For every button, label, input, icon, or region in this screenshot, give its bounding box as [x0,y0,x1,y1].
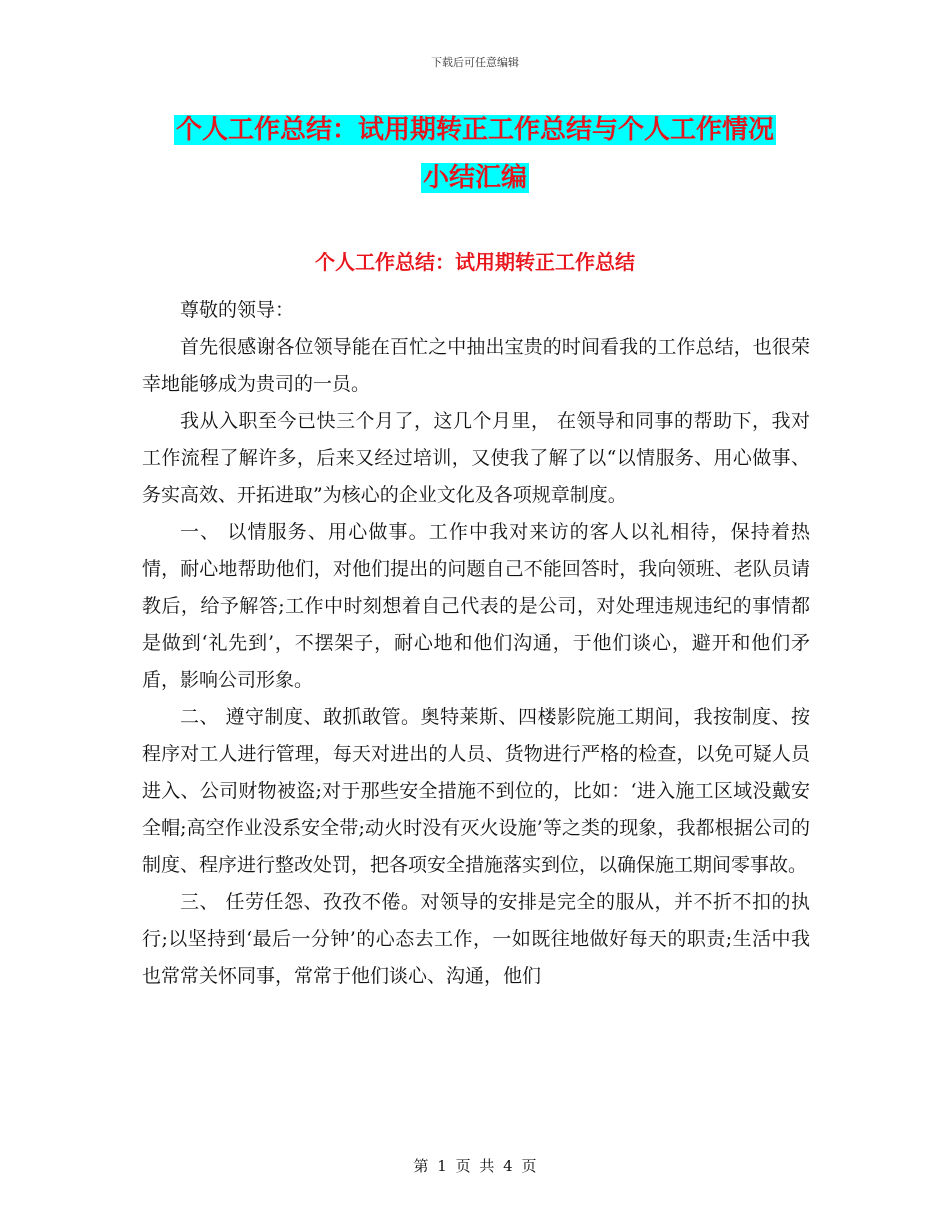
document-title-line2: 小结汇编 [422,163,527,193]
document-title [0,106,950,202]
page-footer: 第 1 页 共 4 页 [413,1157,537,1175]
section-title: 个人工作总结：试用期转正工作总结 [315,250,635,274]
document-body [142,292,810,995]
document-title-line1: 个人工作总结：试用期转正工作总结与个人工作情况 [175,115,774,145]
body-paragraph: 三、 任劳任怨、孜孜不倦。对领导的安排是完全的服从，并不折不扣的执行;以坚持到‘最后一分钟’的心态去工作，一如既往地做好每天的职责;生活中我也常常关怀同事，常常于他们谈心、沟通，他们 [142,891,810,987]
page-header-note: 下载后可任意编辑 [431,56,519,69]
body-paragraph: 我从入职至今已快三个月了，这几个月里， 在领导和同事的帮助下，我对工作流程了解许多，后来又经过培训，又使我了解了以“以情服务、用心做事、务实高效、开拓进取”为核心的企业文化及各项规章制度。 [142,410,810,506]
body-paragraph: 首先很感谢各位领导能在百忙之中抽出宝贵的时间看我的工作总结，也很荣幸地能够成为贵司的一员。 [142,336,810,395]
body-paragraph: 二、 遵守制度、敢抓敢管。奥特莱斯、四楼影院施工期间，我按制度、按程序对工人进行管理，每天对进出的人员、货物进行严格的检查，以免可疑人员进入、公司财物被盗;对于那些安全措施不到位的，比如：‘进入施工区域没戴安全帽;高空作业没系安全带;动火时没有灭火设施’等之类的现象，我都根据公司的制度、程序进行整改处罚，把各项安全措施落实到位，以确保施工期间零事故。 [142,706,810,876]
salutation: 尊敬的领导： [180,299,295,321]
body-paragraph: 一、 以情服务、用心做事。工作中我对来访的客人以礼相待，保持着热情，耐心地帮助他们，对他们提出的问题自己不能回答时，我向领班、老队员请教后，给予解答;工作中时刻想着自己代表的是公司，对处理违规违纪的事情都是做到‘礼先到’，不摆架子，耐心地和他们沟通，于他们谈心，避开和他们矛盾，影响公司形象。 [142,521,810,691]
